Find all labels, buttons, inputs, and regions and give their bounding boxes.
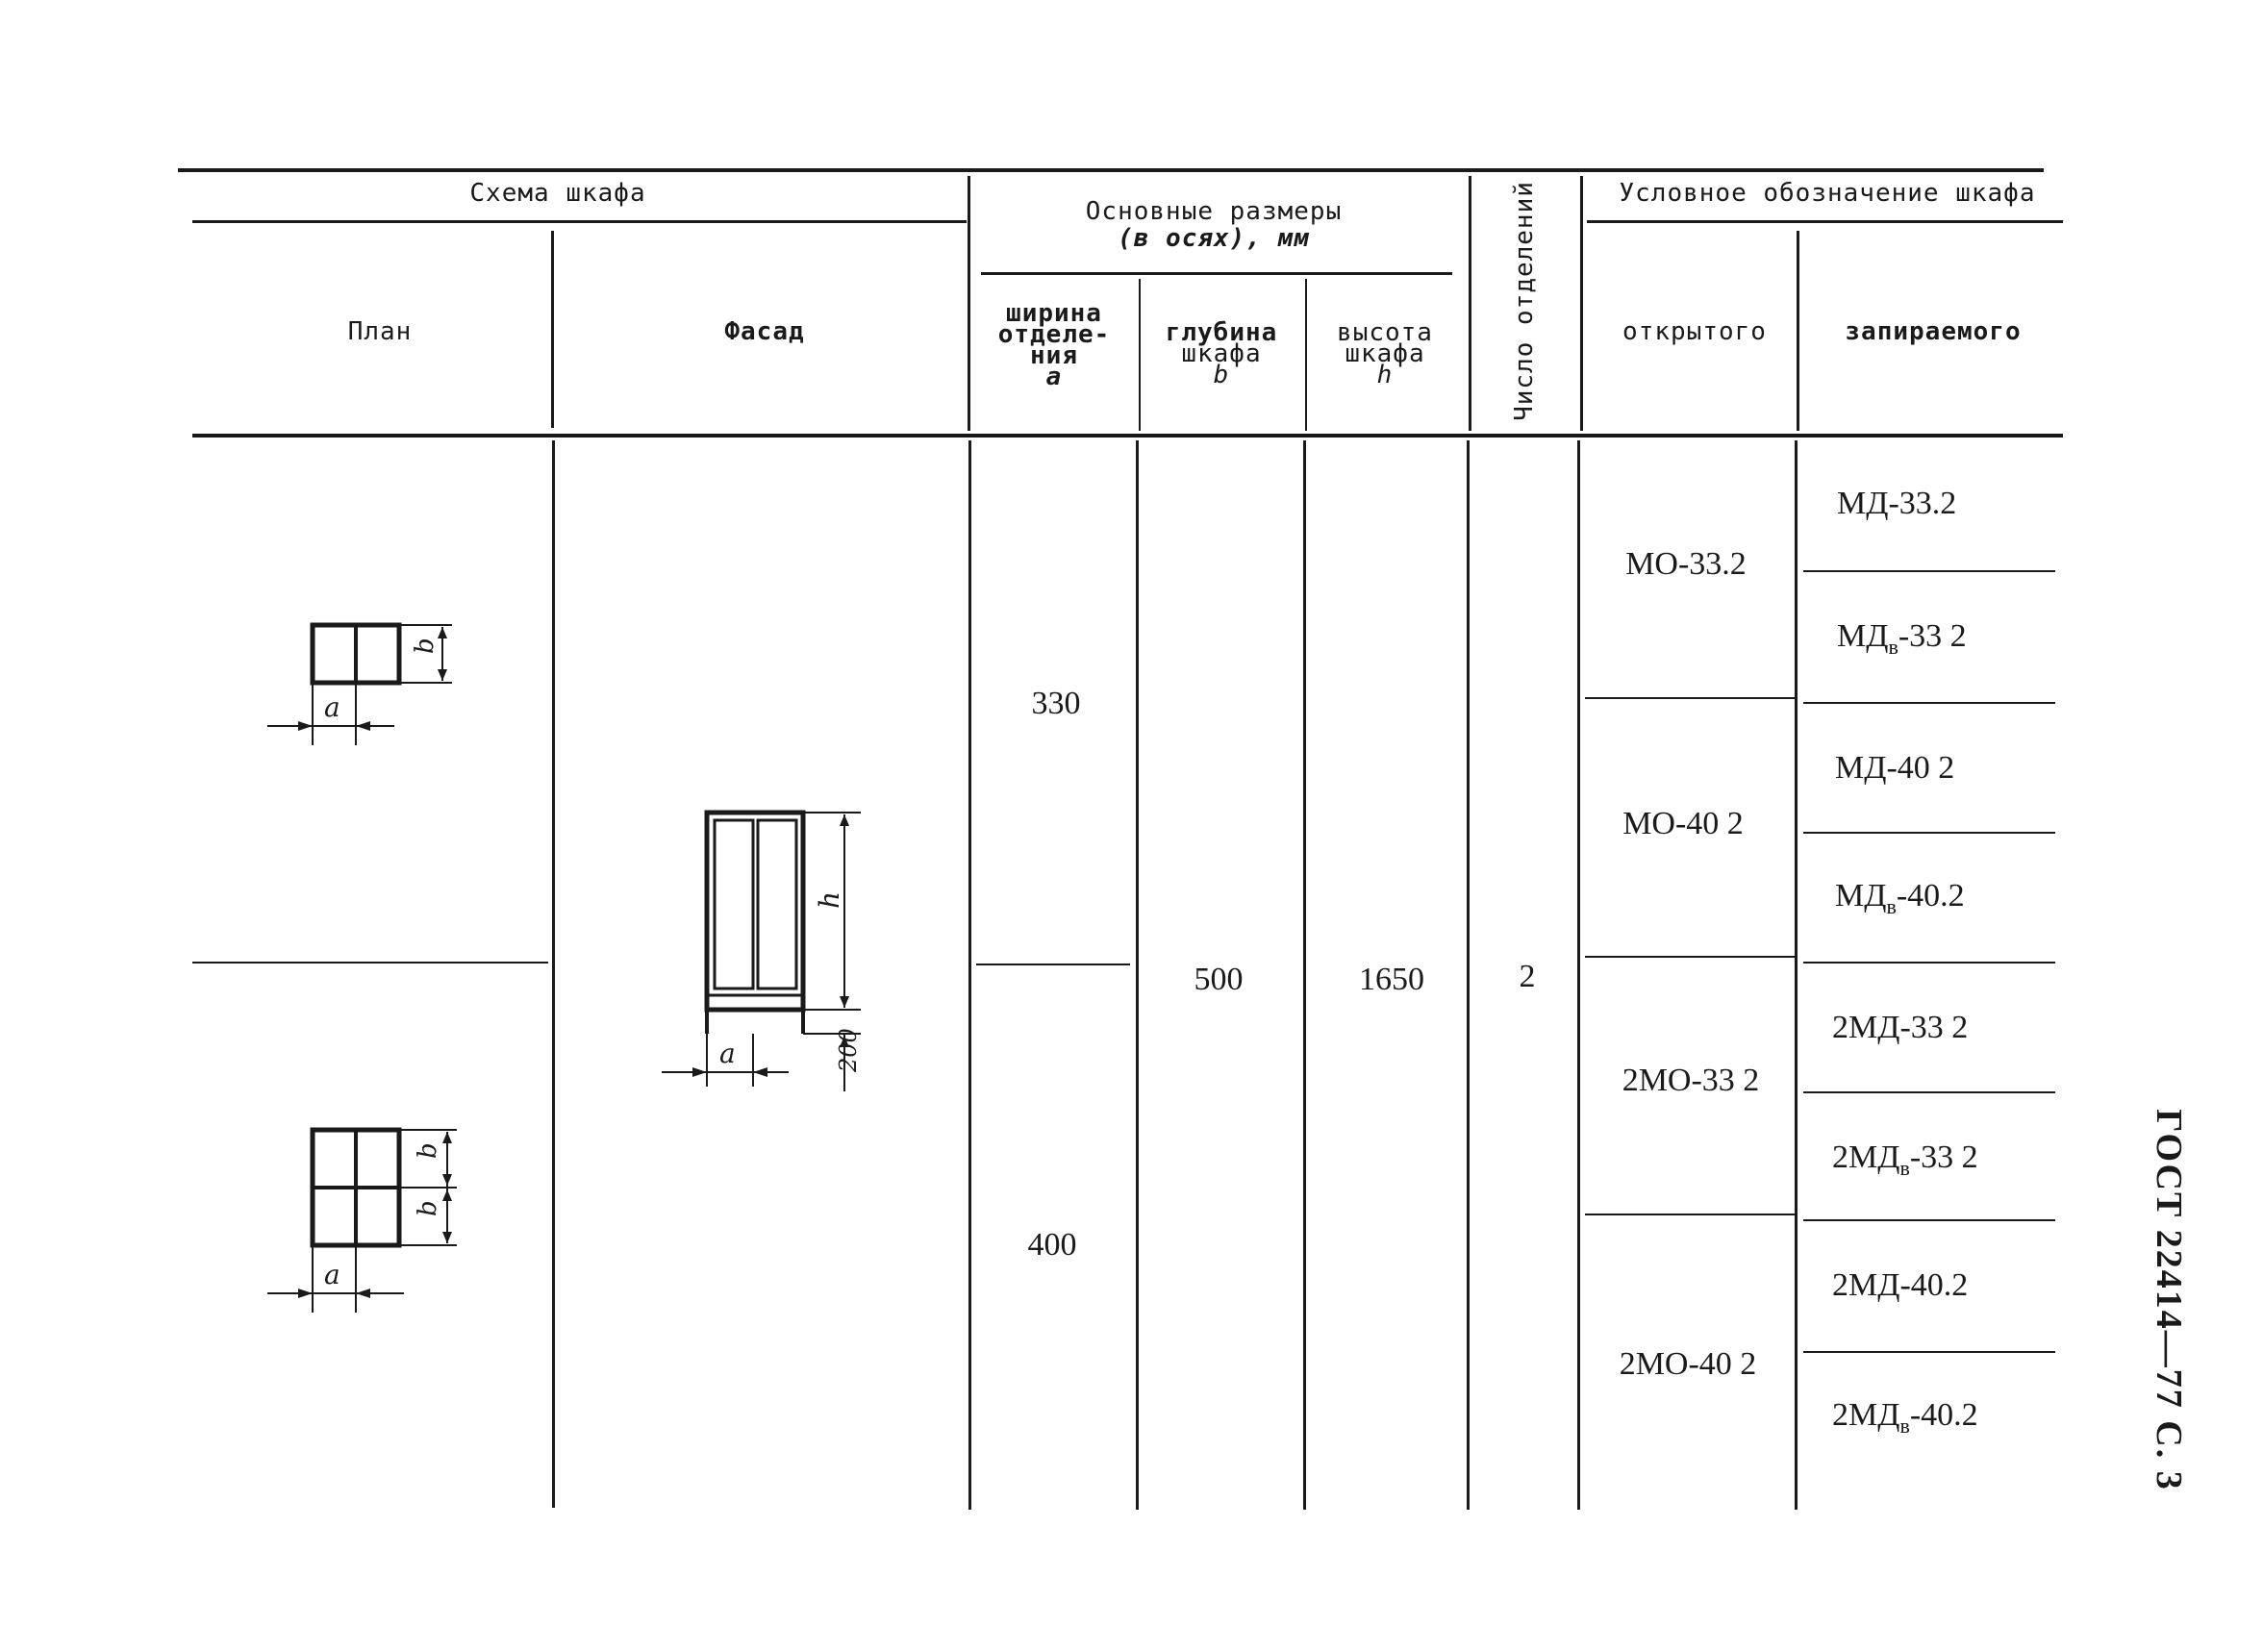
facade-header: Фасад	[724, 317, 805, 346]
plan-large-a-label: a	[324, 1259, 340, 1290]
facade-a-label: a	[719, 1038, 736, 1069]
open-designation-1: МО-33.2	[1625, 546, 1747, 582]
open-separator-1	[1585, 697, 1795, 699]
depth-height-divider-head	[1305, 279, 1307, 431]
dims-group-header-line1: Основные размеры	[1085, 197, 1343, 226]
open-lock-divider	[1795, 440, 1798, 1510]
plan-small-b-label: b	[411, 638, 440, 654]
open-separator-3	[1585, 1214, 1795, 1215]
lock-designation-7: 2МД-40.2	[1832, 1267, 1969, 1303]
plan-drawing-large	[260, 1120, 471, 1317]
depth-value: 500	[1194, 962, 1244, 997]
lock-separator-6	[1803, 1219, 2055, 1221]
sections-value: 2	[1519, 959, 1536, 994]
lock-designation-8: $2МД_в-40.2$	[1832, 1397, 1978, 1438]
lock-designation-4: $МД_в-40.2$	[1835, 878, 1965, 918]
lock-designation-6: $2МД_в-33$ 2	[1832, 1139, 1978, 1180]
height-value: 1650	[1359, 962, 1424, 997]
plan-small-a-label: a	[324, 691, 340, 723]
lockable-header: запираемого	[1845, 317, 2022, 346]
designation-group-header: Условное обозначение шкафа	[1619, 179, 2036, 208]
plan-facade-divider-head	[551, 231, 554, 428]
plan-large-b-label-2: b	[414, 1200, 442, 1216]
facade-200-label: 200	[835, 1028, 862, 1072]
plan-facade-divider	[552, 440, 555, 1508]
plan-large-b-label-1: b	[414, 1142, 442, 1159]
height-header: высота шкафа h	[1337, 318, 1433, 389]
lock-designation-3: МД-40 2	[1835, 750, 1955, 786]
sections-designation-divider	[1577, 440, 1580, 1510]
top-rule	[178, 168, 2044, 172]
width-value-row2: 400	[1027, 1227, 1077, 1263]
lock-separator-5	[1803, 1091, 2055, 1093]
width-row-separator	[976, 964, 1130, 965]
open-lock-divider-head	[1797, 231, 1799, 431]
sections-header: Число отделений	[1510, 181, 1539, 421]
open-designation-3: 2МО-33 2	[1622, 1063, 1760, 1098]
plan-row-separator	[192, 962, 548, 964]
width-depth-divider	[1136, 440, 1139, 1510]
scheme-dims-divider-head	[968, 176, 970, 431]
width-header: ширина отделе- ния a	[997, 299, 1111, 391]
lock-separator-3	[1803, 832, 2055, 834]
dims-group-underline	[981, 272, 1452, 275]
open-designation-2: МО-40 2	[1622, 806, 1744, 841]
lock-separator-7	[1803, 1351, 2055, 1353]
dims-sections-divider	[1467, 440, 1470, 1510]
scheme-dims-divider	[968, 440, 971, 1510]
lock-separator-2	[1803, 702, 2055, 704]
facade-drawing	[654, 803, 885, 1106]
open-designation-4: 2МО-40 2	[1619, 1346, 1757, 1382]
plan-drawing-small	[260, 615, 471, 750]
designation-group-underline	[1587, 220, 2063, 223]
standard-caption: ГОСТ 22414—77 С. 3	[2149, 1109, 2189, 1491]
scheme-group-header: Схема шкафа	[469, 179, 646, 208]
facade-h-label: h	[814, 890, 845, 909]
lock-designation-2: $МД_в-33$ 2	[1837, 618, 1967, 659]
open-header: открытого	[1622, 317, 1767, 346]
depth-height-divider	[1303, 440, 1306, 1510]
plan-header: План	[347, 317, 413, 346]
lock-designation-5: 2МД-33 2	[1832, 1010, 1969, 1045]
lock-designation-1: МД-33.2	[1837, 486, 1957, 521]
dims-group-header-line2: (в осях), мм	[1118, 224, 1310, 253]
open-separator-2	[1585, 956, 1795, 958]
scheme-group-underline	[192, 220, 967, 223]
lock-separator-4	[1803, 962, 2055, 964]
sections-designation-divider-head	[1580, 176, 1583, 431]
width-depth-divider-head	[1139, 279, 1141, 431]
dims-sections-divider-head	[1469, 176, 1471, 431]
width-value-row1: 330	[1031, 686, 1081, 721]
header-bottom-rule	[192, 434, 2063, 438]
lock-separator-1	[1803, 570, 2055, 572]
depth-header: глубина шкафа b	[1165, 318, 1278, 389]
